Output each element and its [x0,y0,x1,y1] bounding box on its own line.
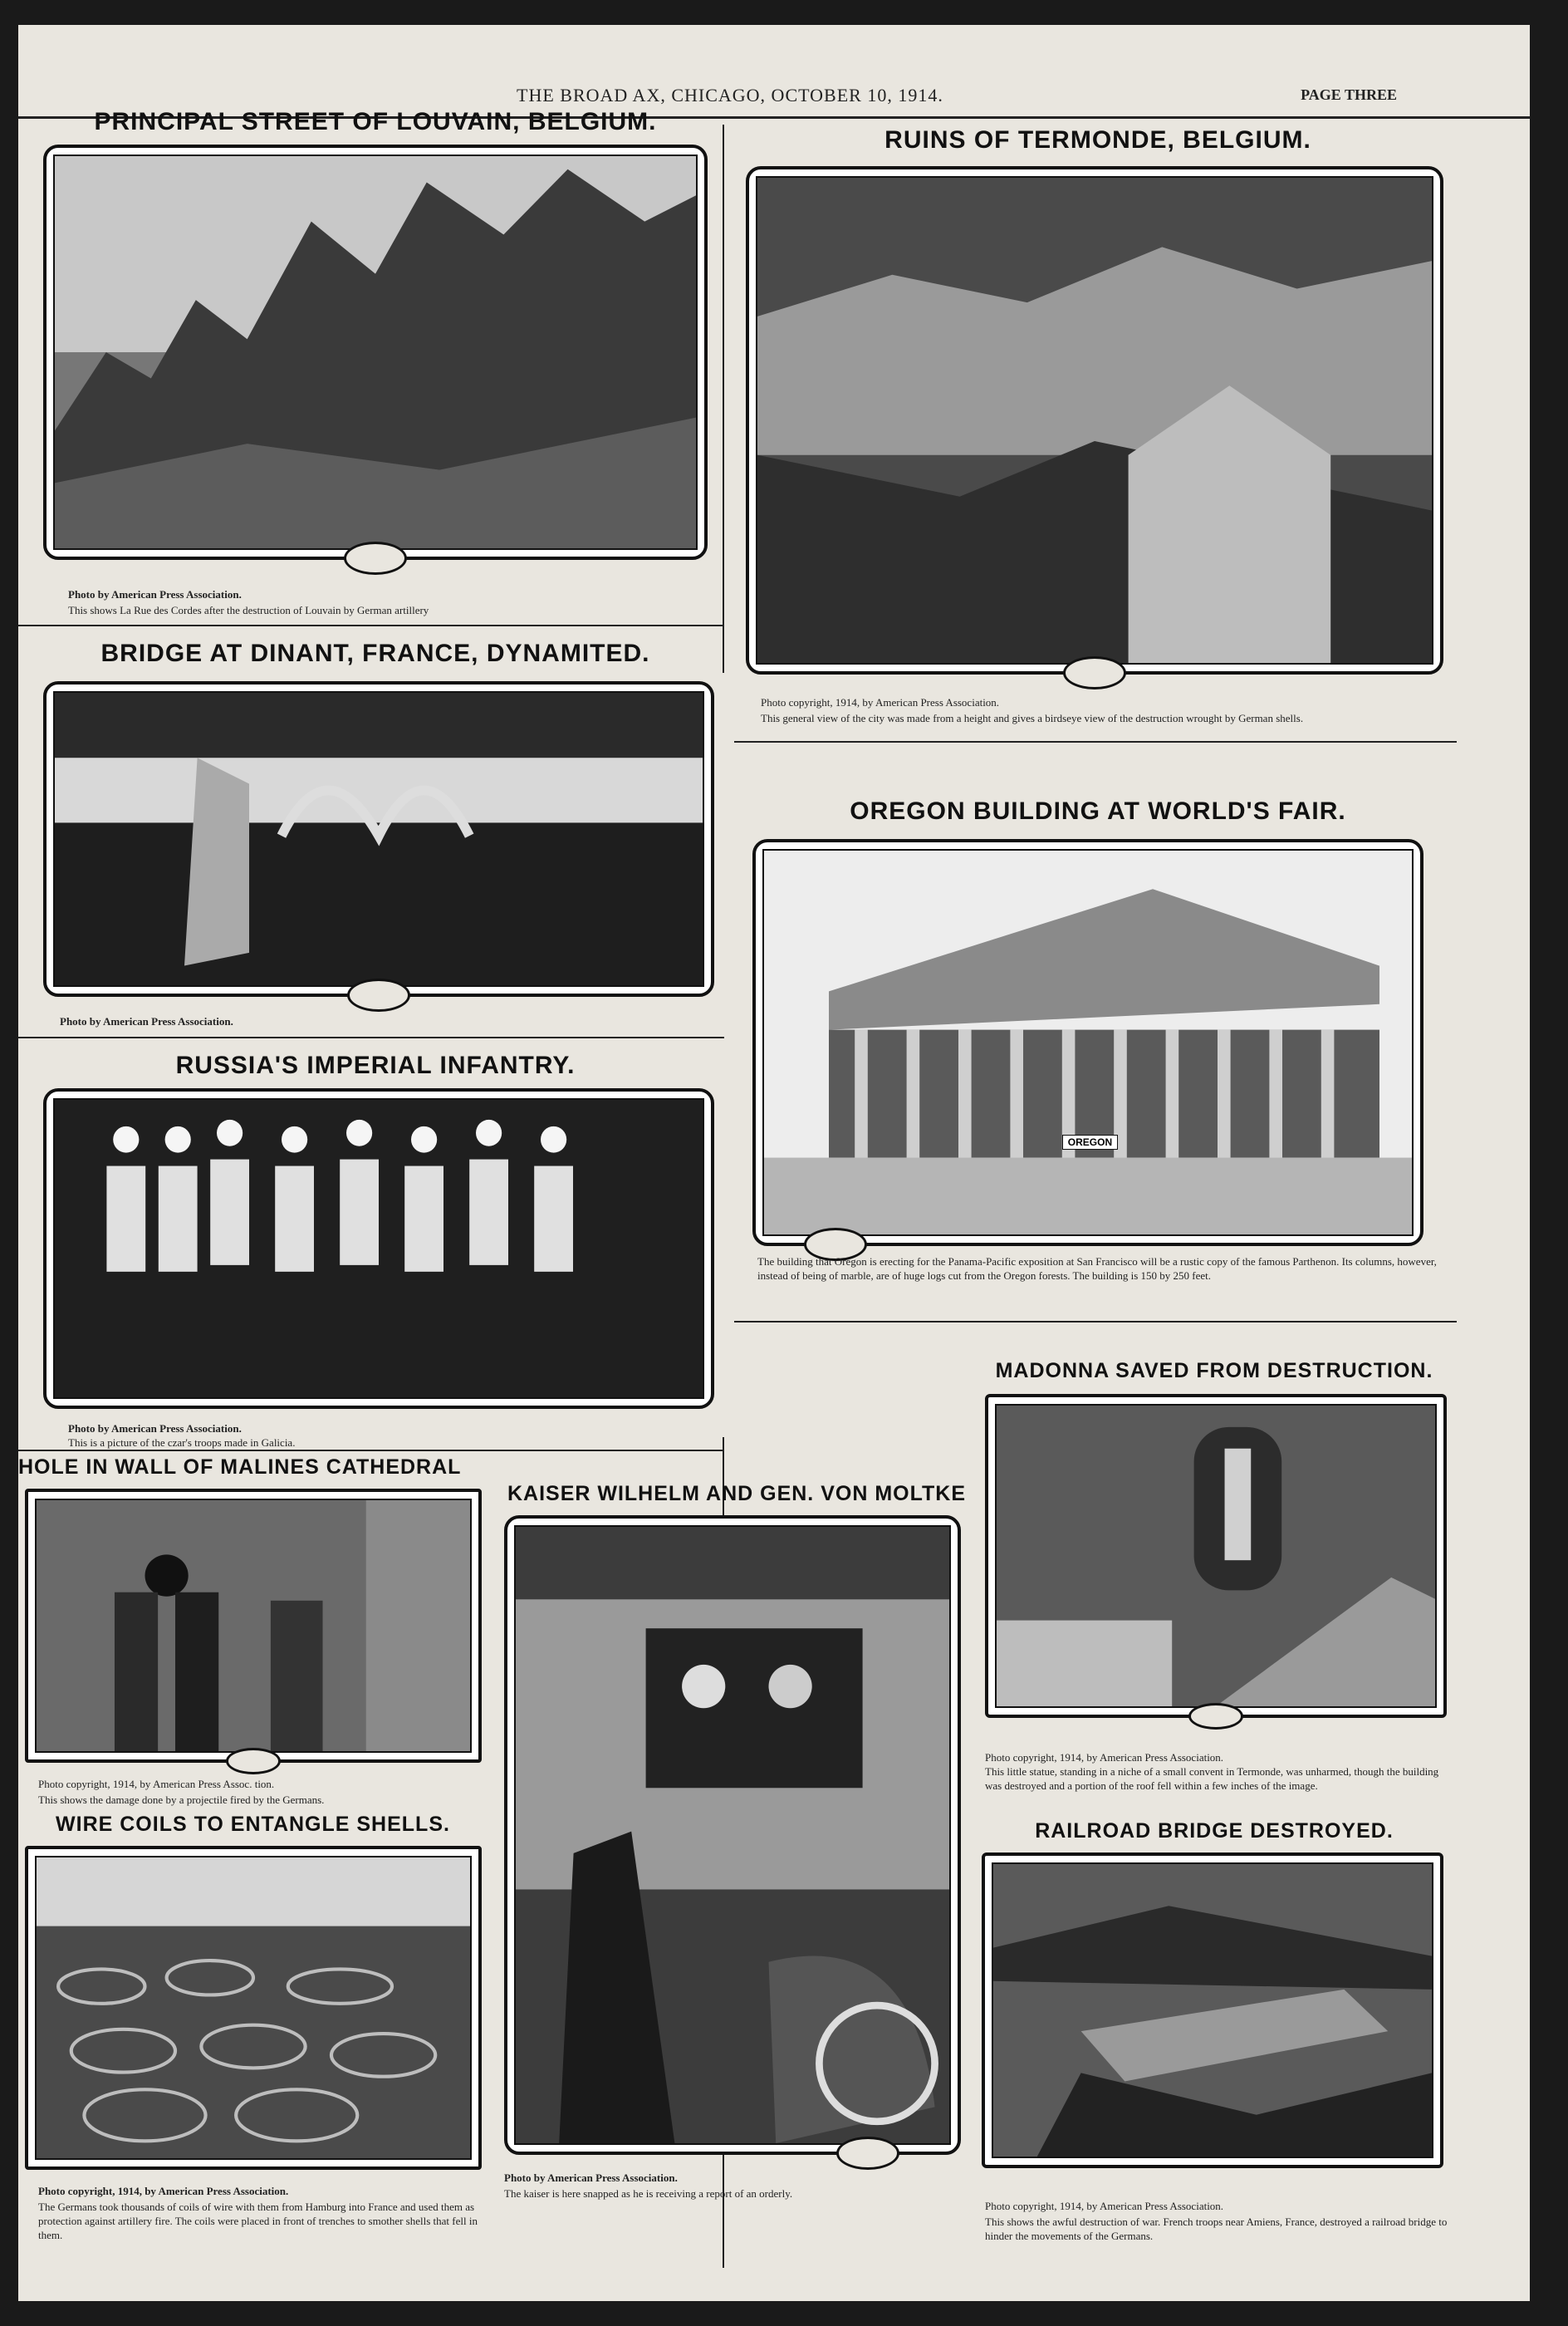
madonna-photo [995,1404,1437,1708]
louvain-caption: This shows La Rue des Cordes after the destruction of Louvain by German artillery [68,604,429,616]
wire-caption: The Germans took thousands of coils of wire with them from Hamburg into France and used them as protection against artillery fire. The coils were placed in front of trenches to smother shells that fell in them. [38,2201,478,2241]
kaiser-article [496,1482,978,2246]
dinant-photo-frame [43,681,714,997]
termonde-credit: Photo copyright, 1914, by American Press Association. [761,696,1000,709]
louvain-article [35,108,716,623]
ornament-icon [226,1748,281,1774]
oregon-photo [762,849,1414,1236]
russia-credit: Photo by American Press Association. [68,1422,242,1435]
wire-title: WIRE COILS TO ENTANGLE SHELLS. [56,1813,450,1836]
kaiser-photo [514,1525,951,2145]
madonna-article [973,1359,1455,1824]
section-rule [18,1450,724,1451]
termonde-article [741,126,1455,741]
madonna-credit: Photo copyright, 1914, by American Press Association. [985,1751,1224,1764]
section-rule [18,1037,724,1038]
russia-photo [53,1098,704,1399]
section-rule [734,741,1457,743]
madonna-title: MADONNA SAVED FROM DESTRUCTION. [995,1359,1433,1382]
termonde-caption: This general view of the city was made from a height and gives a birdseye view of the destruction wrought by German shells. [761,712,1304,724]
railroad-title: RAILROAD BRIDGE DESTROYED. [1035,1819,1394,1843]
oregon-sign: OREGON [1062,1135,1118,1150]
kaiser-credit: Photo by American Press Association. [504,2171,678,2184]
louvain-photo-frame [43,145,708,560]
newspaper-page [18,25,1530,2301]
louvain-title: PRINCIPAL STREET OF LOUVAIN, BELGIUM. [94,108,657,135]
section-rule [18,625,724,626]
russia-title: RUSSIA'S IMPERIAL INFANTRY. [175,1052,576,1079]
malines-caption: This shows the damage done by a projectile fired by the Germans. [38,1794,325,1806]
oregon-caption: The building that Oregon is erecting for the Panama-Pacific exposition at San Francisco will be a rustic copy of the famous Parthenon. Its columns, however, instead of being of marble, are of huge logs cut from the Oregon forests. The building is 150 by 250 feet. [757,1255,1437,1282]
malines-article [18,1455,488,1854]
oregon-article [741,797,1455,1313]
madonna-caption: This little statue, standing in a niche of a small convent in Termonde, was unharmed, though the building was destroyed and a portion of the roof fell within a few inches of the image. [985,1765,1439,1792]
railroad-caption: This shows the awful destruction of war. French troops near Amiens, France, destroyed a railroad bridge to hinder the movements of the Germans. [985,2216,1448,2242]
kaiser-photo-frame [504,1515,961,2155]
page-number: PAGE THREE [1301,86,1397,103]
oregon-title: OREGON BUILDING AT WORLD'S FAIR. [850,797,1346,825]
dinant-title: BRIDGE AT DINANT, FRANCE, DYNAMITED. [100,640,650,667]
ornament-icon [1188,1703,1243,1730]
wire-photo [35,1856,472,2160]
malines-photo [35,1499,472,1753]
wire-article [18,1813,488,2278]
termonde-title: RUINS OF TERMONDE, BELGIUM. [884,126,1311,154]
railroad-photo-frame [982,1852,1443,2168]
kaiser-caption: The kaiser is here snapped as he is receiving a report of an orderly. [504,2187,793,2200]
wire-photo-frame [25,1846,482,2170]
madonna-photo-frame [985,1394,1447,1718]
louvain-photo [53,155,698,550]
termonde-photo-frame [746,166,1443,675]
wire-credit: Photo copyright, 1914, by American Press Association. [38,2185,289,2197]
kaiser-title: KAISER WILHELM AND GEN. VON MOLTKE [507,1482,967,1505]
railroad-photo [992,1862,1433,2158]
louvain-credit: Photo by American Press Association. [68,588,242,601]
oregon-photo-frame [752,839,1423,1246]
section-rule [734,1321,1457,1322]
railroad-credit: Photo copyright, 1914, by American Press Association. [985,2200,1224,2212]
russia-article [35,1052,716,1449]
ornament-icon [344,542,407,575]
malines-title: HOLE IN WALL OF MALINES CATHEDRAL [18,1455,462,1479]
dinant-article [35,640,716,1030]
russia-photo-frame [43,1088,714,1409]
column-rule [723,125,724,673]
termonde-photo [756,176,1433,665]
dinant-credit: Photo by American Press Association. [60,1015,233,1028]
russia-caption: This is a picture of the czar's troops made in Galicia. [68,1436,296,1449]
ornament-icon [836,2137,899,2170]
malines-photo-frame [25,1489,482,1763]
dinant-photo [53,691,704,987]
masthead-header: THE BROAD AX, CHICAGO, OCTOBER 10, 1914. [517,85,943,106]
railroad-article [973,1819,1455,2268]
ornament-icon [1063,656,1126,689]
ornament-icon [347,979,410,1012]
malines-credit: Photo copyright, 1914, by American Press Assoc. tion. [38,1778,275,1790]
